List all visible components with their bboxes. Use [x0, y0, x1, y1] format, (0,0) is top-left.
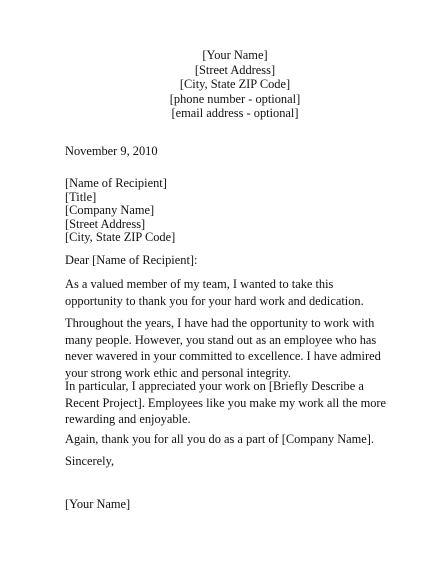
body-paragraph-3	[65, 378, 387, 428]
signature-name: [Your Name]	[65, 497, 131, 511]
paragraph-line: Again, thank you for all you do as a part of [Company Name].	[65, 432, 374, 446]
body-paragraph-4	[65, 431, 374, 448]
recipient-name: [Name of Recipient]	[65, 176, 167, 190]
paragraph-line: Throughout the years, I have had the opportunity to work with	[65, 316, 375, 330]
sender-city: [City, State ZIP Code]	[179, 77, 291, 91]
paragraph-line: many people. However, you stand out as an employee who has	[65, 332, 377, 347]
sender-email: [email address - optional]	[171, 106, 299, 120]
letter-date: November 9, 2010	[65, 144, 158, 158]
recipient-company: [Company Name]	[65, 203, 155, 218]
recipient-address-block	[65, 177, 175, 245]
paragraph-line: In particular, I appreciated your work on [Briefly Describe a	[65, 379, 364, 393]
paragraph-line: your strong work ethic and personal integrity.	[65, 365, 291, 380]
sender-name: [Your Name]	[202, 48, 268, 62]
recipient-street: [Street Address]	[65, 216, 146, 231]
paragraph-line: Recent Project]. Employees like you make my work all the more	[65, 395, 387, 410]
sender-phone: [phone number - optional]	[169, 91, 301, 106]
salutation: Dear [Name of Recipient]:	[65, 253, 198, 267]
sender-address-block	[160, 48, 310, 121]
body-paragraph-1	[65, 276, 365, 309]
paragraph-line: rewarding and enjoyable.	[65, 412, 191, 427]
recipient-city: [City, State ZIP Code]	[65, 230, 176, 245]
closing: Sincerely,	[65, 454, 115, 468]
body-paragraph-2	[65, 315, 381, 381]
recipient-title: [Title]	[65, 189, 97, 204]
paragraph-line: As a valued member of my team, I wanted to take this	[65, 277, 334, 291]
sender-street: [Street Address]	[194, 62, 276, 77]
paragraph-line: never wavered in your committed to excellence. I have admired	[65, 349, 381, 364]
paragraph-line: opportunity to thank you for your hard work and dedication.	[65, 293, 364, 308]
